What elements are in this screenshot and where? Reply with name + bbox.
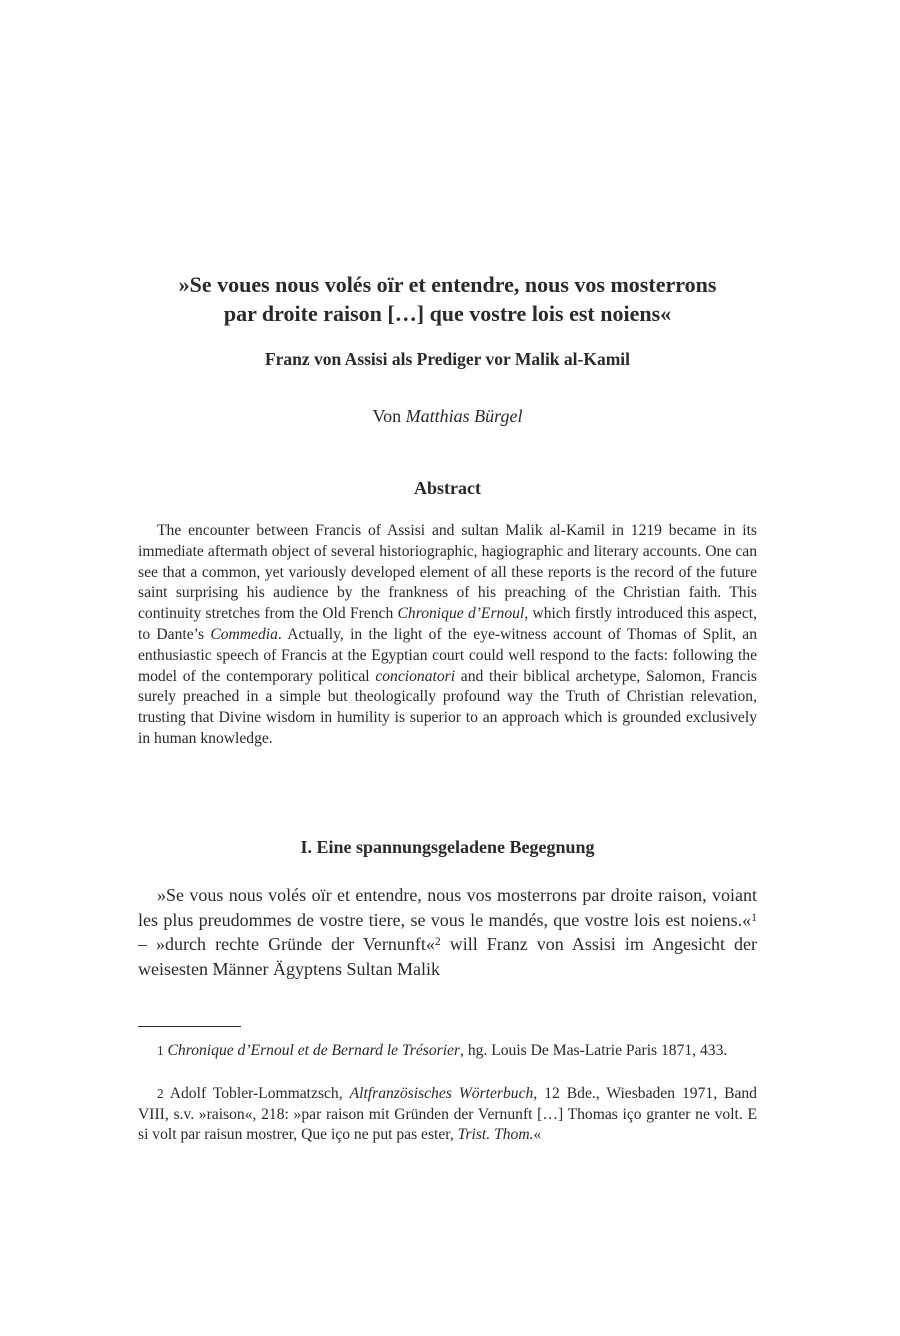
abstract-text	[138, 521, 757, 750]
body-part-2: – »durch rechte Gründe der Vernunft«	[138, 934, 435, 954]
footnote-separator	[138, 1026, 241, 1027]
section-heading: I. Eine spannungsgeladene Begegnung	[300, 837, 595, 857]
footnote-1-mark: 1	[157, 1043, 164, 1058]
footnote-2	[138, 1084, 757, 1146]
article-subtitle: Franz von Assisi als Prediger vor Malik al-Kamil	[264, 349, 631, 369]
title-line-1: »Se voues nous volés oïr et entendre, nous vos mosterrons	[178, 272, 717, 297]
footnote-ref-2[interactable]: 2	[434, 934, 441, 948]
abstract-part-1: The encounter between Francis of Assisi and sultan Malik al-Kamil in 1219 became in its immediate aftermath object of several historiographic, hagiographic and literary accounts. One can see that a common, yet variously developed element of all these reports is the record of the future saint surprising his audience by the frankness of his preaching of the Christian faith. This continuity stretches from the Old French	[138, 522, 757, 623]
footnote-2-title: Altfranzösisches Wörterbuch	[349, 1085, 534, 1102]
footnote-2-text-1: Adolf Tobler-Lommatzsch,	[169, 1085, 350, 1102]
footnote-ref-1[interactable]: 1	[751, 910, 757, 924]
author-name: Matthias Bürgel	[405, 406, 523, 426]
article-title	[138, 270, 757, 328]
footnote-1-title: Chronique d’Ernoul et de Bernard le Trésorier	[167, 1042, 461, 1059]
footnote-2-mark: 2	[157, 1086, 164, 1101]
footnote-1-text: , hg. Louis De Mas-Latrie Paris 1871, 433.	[460, 1042, 728, 1059]
body-paragraph	[138, 883, 757, 981]
abstract-heading: Abstract	[414, 478, 481, 498]
title-line-2: par droite raison […] que vostre lois est noiens«	[223, 301, 672, 326]
abstract-part-3: . Actually, in the light of the eye-witness account of Thomas of Split, an enthusiastic speech of Francis at the Egyptian court could well respond to the facts: following the model of the contemporary political	[138, 625, 757, 685]
footnote-2-text-2: , 12 Bde., Wiesbaden 1971, Band VIII, s.v. »raison«, 218: »par raison mit Gründen der Vernunft […] Thomas iço granter ne volt. E si volt par raisun mostrer, Que iço ne put pas ester,	[138, 1085, 757, 1143]
abstract-italic-chronique: Chronique d’Ernoul	[397, 605, 525, 623]
footnote-2-text-3: «	[533, 1126, 542, 1143]
author-prefix: Von	[372, 406, 402, 426]
abstract-part-2: , which firstly introduced this aspect, to Dante’s	[138, 605, 757, 643]
footnote-2-source: Trist. Thom.	[457, 1126, 534, 1143]
body-part-1: »Se vous nous volés oïr et entendre, nous vos mosterrons par droite raison, voiant les plus preudommes de vostre tiere, se vous le mandés, que vostre lois est noiens.«	[138, 885, 757, 930]
abstract-part-4: and their biblical archetype, Salomon, Francis surely preached in a simple but theologically profound way the Truth of Christian relevation, trusting that Divine wisdom in humility is superior to an approach which is grounded exclusively in human knowledge.	[138, 667, 757, 747]
abstract-italic-commedia: Commedia	[210, 625, 278, 643]
footnote-1	[138, 1041, 757, 1062]
body-part-3: will Franz von Assisi im Angesicht der weisesten Männer Ägyptens Sultan Malik	[138, 934, 758, 979]
abstract-italic-concionatori: concionatori	[375, 667, 456, 685]
author-line	[138, 406, 757, 427]
